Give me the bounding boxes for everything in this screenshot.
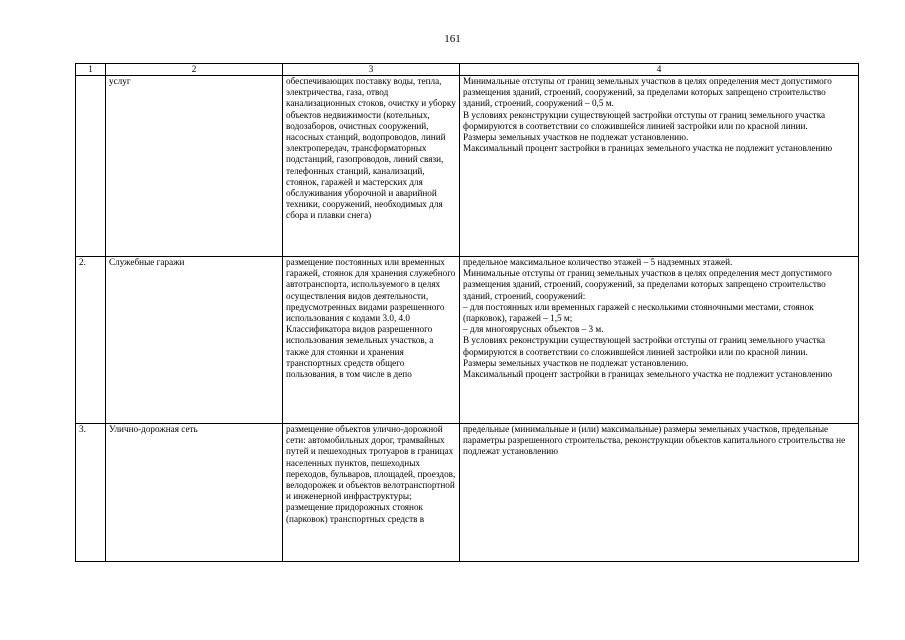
row-use-description: размещение постоянных или временных гаражей, стоянок для хранения служебного автотранспорта, используемого в целях осуществления видов деятельности, предусмотренных видами разрешенного использования с кодами 3.0, 4.0 Классификатора видов разрешенного использования земельных участков, а также для стоянки и хранения транспортных средств общего пользования, в том числе в депо (283, 257, 460, 424)
column-header-3: 3 (283, 64, 460, 76)
row-parameters: Минимальные отступы от границ земельных участков в целях определения мест допустимого размещения зданий, строений, сооружений, за пределами которых запрещено строительство зданий, строений, сооружений – 0,5 м. В условиях реконструкции существующей застройки отступы от границ земельного участка формируются в соответствии со сложившейся линией застройки или по красной линии. Размеры земельных участков не подлежат установлению. Максимальный процент застройки в границах земельного участка не подлежит установлению (460, 76, 859, 257)
table-row (76, 424, 859, 562)
row-number: 3. (76, 424, 106, 562)
column-header-1: 1 (76, 64, 106, 76)
land-use-table (75, 63, 859, 562)
row-use-name: Улично-дорожная сеть (106, 424, 283, 562)
table-row (76, 257, 859, 424)
table-header-row (76, 64, 859, 76)
row-use-name: Служебные гаражи (106, 257, 283, 424)
row-number (76, 76, 106, 257)
row-use-description: обеспечивающих поставку воды, тепла, электричества, газа, отвод канализационных стоков, очистку и уборку объектов недвижимости (котельных, водозаборов, очистных сооружений, насосных станций, водопроводов, линий электропередач, трансформаторных подстанций, газопроводов, линий связи, телефонных станций, канализаций, стоянок, гаражей и мастерских для обслуживания уборочной и аварийной техники, сооружений, необходимых для сбора и плавки снега) (283, 76, 460, 257)
row-use-name: услуг (106, 76, 283, 257)
row-parameters: предельное максимальное количество этажей – 5 надземных этажей. Минимальные отступы от границ земельных участков в целях определения мест допустимого размещения зданий, строений, сооружений, за пределами которых запрещено строительство зданий, строений, сооружений: – для постоянных или временных гаражей с несколькими стояночными местами, стоянок (парковок), гаражей – 1,5 м; – для многоярусных объектов – 3 м. В условиях реконструкции существующей застройки отступы от границ земельного участка формируются в соответствии со сложившейся линией застройки или по красной линии. Размеры земельных участков не подлежат установлению. Максимальный процент застройки в границах земельного участка не подлежит установлению (460, 257, 859, 424)
column-header-2: 2 (106, 64, 283, 76)
row-parameters: предельные (минимальные и (или) максимальные) размеры земельных участков, предельные параметры разрешенного строительства, реконструкции объектов капитального строительства не подлежат установлению (460, 424, 859, 562)
column-header-4: 4 (460, 64, 859, 76)
page-number: 161 (444, 33, 461, 45)
row-use-description: размещение объектов улично-дорожной сети: автомобильных дорог, трамвайных путей и пешеходных тротуаров в границах населенных пунктов, пешеходных переходов, бульваров, площадей, проездов, велодорожек и объектов велотранспортной и инженерной инфраструктуры; размещение придорожных стоянок (парковок) транспортных средств в (283, 424, 460, 562)
row-number: 2. (76, 257, 106, 424)
table-row (76, 76, 859, 257)
